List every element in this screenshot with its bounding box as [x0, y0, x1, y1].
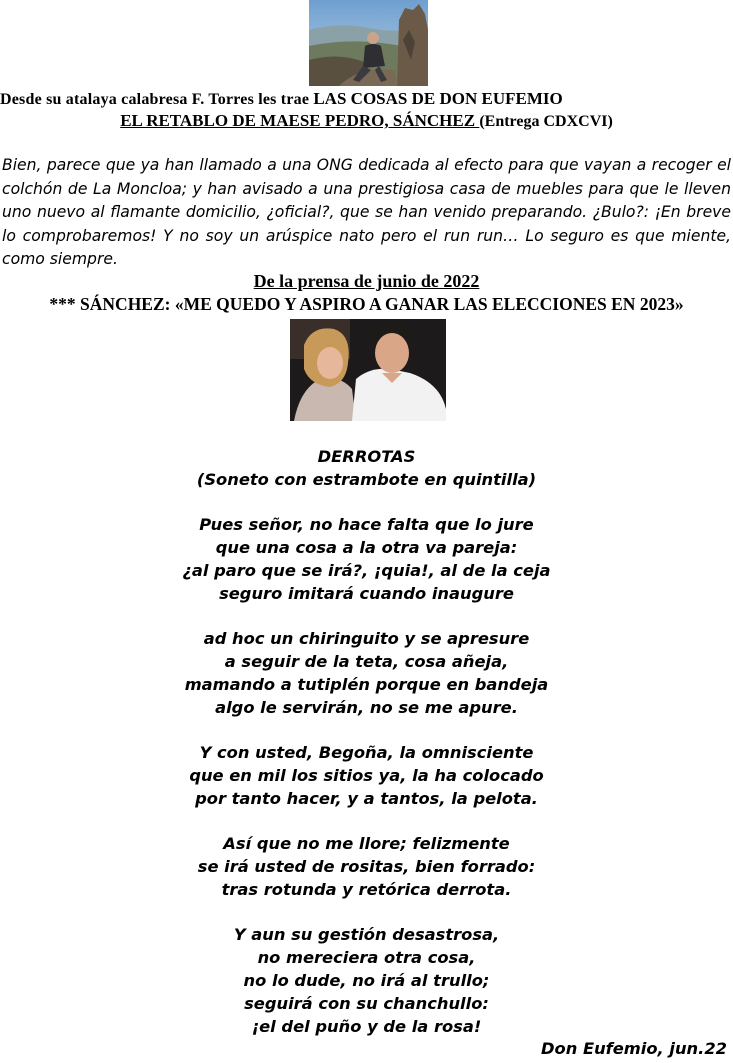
poem-line: Y aun su gestión desastrosa,: [233, 925, 500, 944]
poem-line: que una cosa a la otra va pareja:: [215, 538, 518, 557]
poem-line: tras rotunda y retórica derrota.: [221, 880, 512, 899]
poem-line: por tanto hacer, y a tantos, la pelota.: [195, 789, 538, 808]
column-header: [0, 89, 733, 109]
poem-line: Y con usted, Begoña, la omnisciente: [199, 743, 534, 762]
poem-title: DERROTAS: [317, 447, 416, 466]
press-heading: De la prensa de junio de 2022: [253, 271, 480, 291]
header-byline: Desde su atalaya calabresa F. Torres les trae: [0, 91, 314, 108]
poem-line: algo le servirán, no se me apure.: [215, 698, 518, 717]
poem-line: ¿al paro que se irá?, ¡quia!, al de la ceja: [182, 561, 551, 580]
entrega-label: (Entrega CDXCVI): [479, 113, 613, 130]
signature: Don Eufemio, jun.22: [541, 1039, 727, 1058]
poem-line: mamando a tutiplén porque en bandeja: [184, 675, 549, 694]
poem-line: Así que no me llore; felizmente: [223, 834, 510, 853]
poem-line: ad hoc un chiringuito y se apresure: [203, 629, 530, 648]
poem-line: seguirá con su chanchullo:: [244, 994, 489, 1013]
poem-line: que en mil los sitios ya, la ha colocado: [189, 766, 544, 785]
column-title: LAS COSAS DE DON EUFEMIO: [313, 89, 563, 108]
intro-paragraph: Bien, parece que ya han llamado a una ONG dedicada al efecto para que vayan a recoger el colchón de La Moncloa; y han avisado a una prestigiosa casa de muebles para que le lleven uno nuevo al flamante domicilio, ¿oficial?, que se han venido preparando. ¿Bulo?: ¡En breve lo comprobaremos! Y no soy un arúspice nato pero el run run… Lo seguro es que miente, como siempre.: [2, 156, 731, 268]
news-headline: *** SÁNCHEZ: «ME QUEDO Y ASPIRO A GANAR LAS ELECCIONES EN 2023»: [49, 294, 684, 314]
poem: [0, 445, 733, 1038]
article-header: [0, 111, 733, 131]
author-photo-illustration: [309, 0, 428, 86]
poem-line: no lo dude, no irá al trullo;: [243, 971, 490, 990]
article-title: EL RETABLO DE MAESE PEDRO, SÁNCHEZ: [120, 111, 480, 130]
poem-line: a seguir de la teta, cosa añeja,: [224, 652, 509, 671]
politicians-photo-illustration: [290, 319, 446, 421]
poem-line: ¡el del puño y de la rosa!: [251, 1017, 482, 1036]
poem-line: no mereciera otra cosa,: [257, 948, 476, 967]
poem-line: Pues señor, no hace falta que lo jure: [199, 515, 534, 534]
politicians-photo: [290, 319, 446, 421]
poem-line: se irá usted de rositas, bien forrado:: [197, 857, 536, 876]
author-photo: [309, 0, 428, 86]
poem-line: seguro imitará cuando inaugure: [219, 584, 514, 603]
poem-subtitle: (Soneto con estrambote en quintilla): [196, 470, 537, 489]
